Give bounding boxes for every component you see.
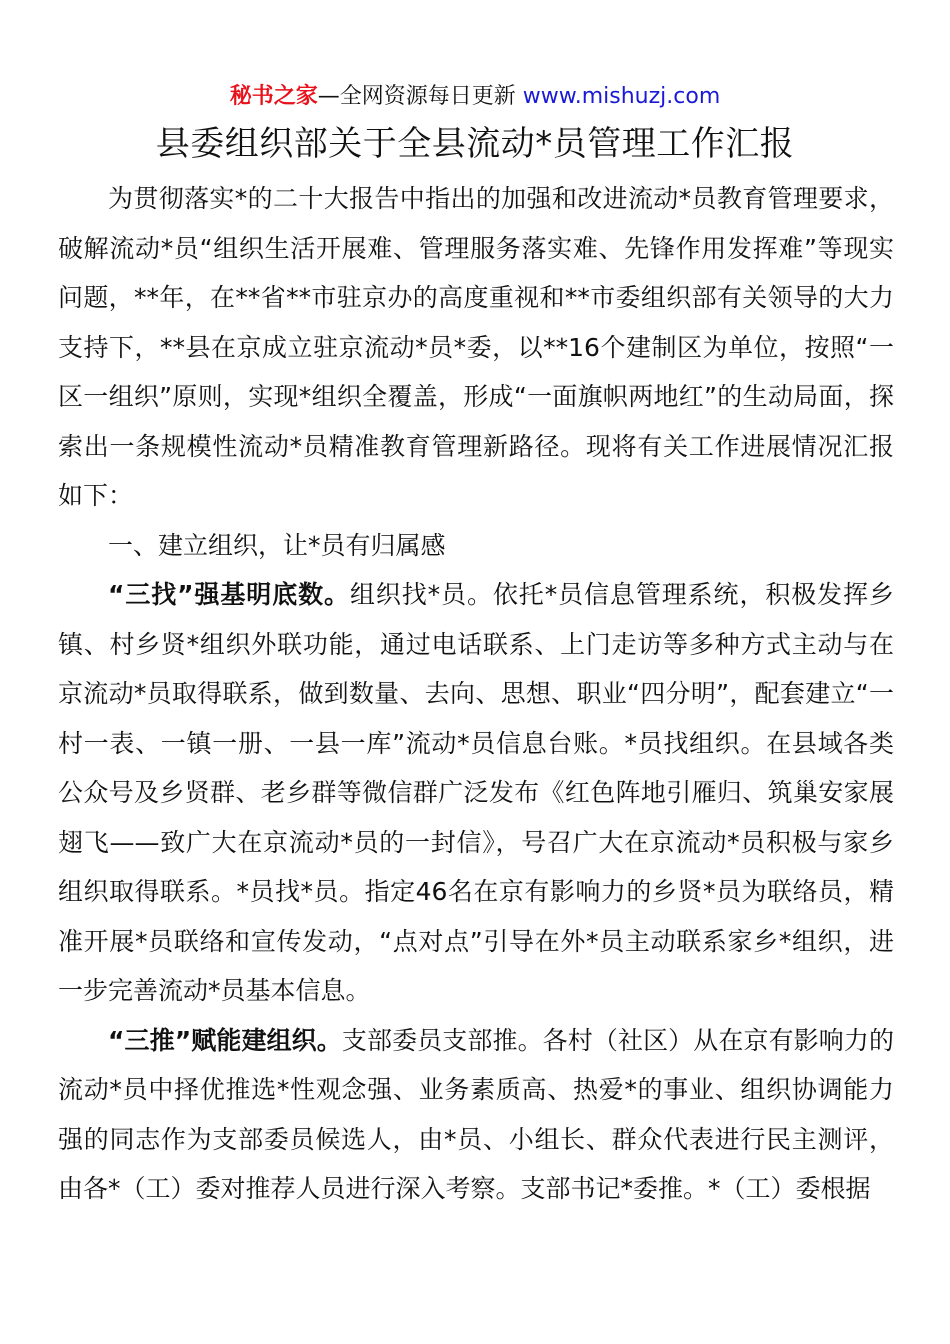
site-tagline: —全网资源每日更新 [317, 84, 523, 109]
intro-paragraph: 为贯彻落实*的二十大报告中指出的加强和改进流动*员教育管理要求，破解流动*员“组织生活开展难、管理服务落实难、先锋作用发挥难”等现实问题，**年，在**省**市驻京办的高度重视和**市委组织部有关领导的大力支持下，**县在京成立驻京流动*员*委，以**16个建制区为单位，按照“一区一组织”原则，实现*组织全覆盖，形成“一面旗帜两地红”的生动局面，探索出一条规模性流动*员精准教育管理新路径。现将有关工作进展情况汇报如下： [58, 184, 894, 510]
body-paragraph [58, 1016, 894, 1214]
site-header [0, 80, 950, 114]
body-paragraph [58, 570, 894, 1016]
document-body [58, 174, 894, 1214]
paragraph-text: 组织找*员。依托*员信息管理系统，积极发挥乡镇、村乡贤*组织外联功能，通过电话联系、上门走访等多种方式主动与在京流动*员取得联系，做到数量、去向、思想、职业“四分明”，配套建立“一村一表、一镇一册、一县一库”流动*员信息台账。*员找组织。在县域各类公众号及乡贤群、老乡群等微信群广泛发布《红色阵地引雁归、筑巢安家展翅飞——致广大在京流动*员的一封信》，号召广大在京流动*员积极与家乡组织取得联系。*员找*员。指定46名在京有影响力的乡贤*员为联络员，精准开展*员联络和宣传发动，“点对点”引导在外*员主动联系家乡*组织，进一步完善流动*员基本信息。 [58, 580, 894, 1005]
section-heading: 一、建立组织，让*员有归属感 [108, 530, 446, 560]
paragraph-text: 支部委员支部推。各村（社区）从在京有影响力的流动*员中择优推选*性观念强、业务素质高、热爱*的事业、组织协调能力强的同志作为支部委员候选人，由*员、小组长、群众代表进行民主测评，由各*（工）委对推荐人员进行深入考察。支部书记*委推。*（工）委根据 [58, 1025, 894, 1203]
paragraph-lead: “三推”赋能建组织。 [108, 1025, 342, 1055]
site-brand: 秘书之家 [229, 84, 318, 109]
document-title: 县委组织部关于全县流动*员管理工作汇报 [155, 124, 795, 164]
paragraph-lead: “三找”强基明底数。 [108, 580, 350, 609]
site-url-link[interactable]: www.mishuzj.com [522, 84, 721, 109]
